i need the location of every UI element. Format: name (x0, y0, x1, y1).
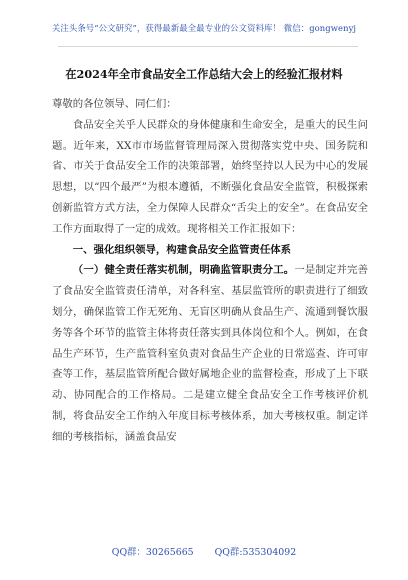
footer (0, 544, 408, 558)
salutation: 尊敬的各位领导、同仁们： (52, 98, 177, 110)
subsection-heading: （一）健全责任落实机制，明确监管职责分工。 (72, 264, 295, 277)
subsection-paragraph (52, 260, 368, 447)
section-heading: 一、强化组织领导，构建食品安全监管责任体系 (72, 243, 291, 256)
document-title: 在2024年全市食品安全工作总结大会上的经验汇报材料 (65, 67, 343, 81)
header-divider (58, 46, 358, 47)
document-body (52, 94, 368, 448)
intro-paragraph: 食品安全关乎人民群众的身体健康和生命安全，是重大的民生问题。近年来，XX市市场监督管理局深入贯彻落实党中央、国务院和省、市关于食品安全工作的决策部署，始终坚持以人民为中心的发展思想，以“四个最严”为根本遵循，不断强化食品安全监管，积极探索创新监管方式方法，全力保障人民群众“舌尖上的安全”。在食品安全工作方面取得了一定的成效。现将相关工作汇报如下： (52, 118, 368, 235)
footer-qq-group-1: QQ群：30265665 (111, 547, 194, 558)
footer-qq-group-2: QQ群:535304092 (214, 547, 297, 558)
subsection-text: 一是制定并完善了食品安全监管责任清单，对各科室、基层监管所的职责进行了细致划分，确保监管工作无死角、无盲区明确从食品生产、流通到餐饮服务等各个环节的监管主体将责任落实到具体岗位和个人。例如，在食品生产环节，生产监管科室负责对食品生产企业的日常巡查、许可审查等工作，基层监管所配合做好属地企业的监督检查，形成了上下联动、协同配合的工作格局。二是建立健全食品安全工作考核评价机制，将食品安全工作纳入年度目标考核体系，加大考核权重。制定详细的考核指标，涵盖食品安 (52, 264, 369, 443)
header-notice: 关注头条号“公文研究”，获得最新最全最专业的公文资料库！ 微信：gongwenyj (51, 23, 357, 33)
